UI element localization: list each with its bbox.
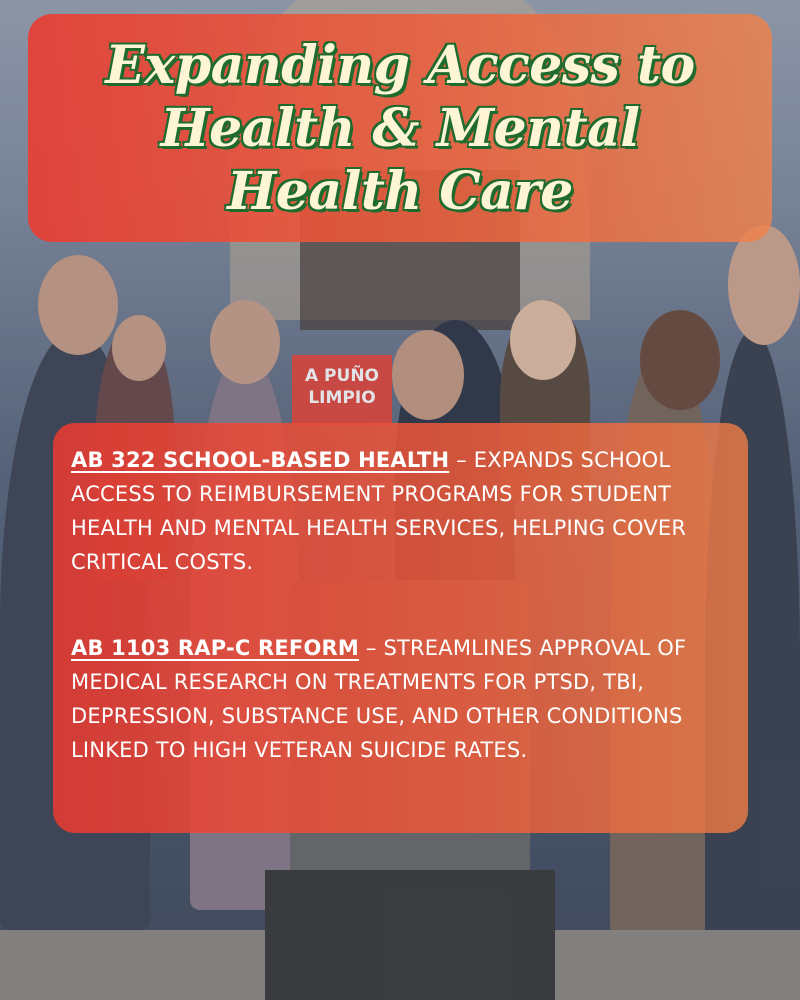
bill-title: AB 322 SCHOOL-BASED HEALTH (71, 448, 450, 472)
bill-description: EXPANDS SCHOOL ACCESS TO REIMBURSEMENT PROGRAMS FOR STUDENT HEALTH AND MENTAL HEALTH SERVICES, HELPING COVER CRITICAL COSTS. (71, 448, 687, 574)
bill-list-panel (53, 423, 748, 833)
page-title (105, 34, 695, 223)
bill-separator: – (359, 636, 384, 660)
title-line-3: Health Care (227, 160, 573, 222)
bill-item-ab322 (71, 443, 730, 579)
title-panel (28, 14, 772, 242)
title-line-2: Health & Mental (160, 97, 640, 159)
bill-title: AB 1103 RAP-C REFORM (71, 636, 359, 660)
sign-text-line2: LIMPIO (308, 388, 376, 408)
bill-item-ab1103 (71, 631, 730, 767)
sign-text-line1: A PUÑO (304, 366, 380, 386)
bill-description: STREAMLINES APPROVAL OF MEDICAL RESEARCH ON TREATMENTS FOR PTSD, TBI, DEPRESSION, SUBSTANCE USE, AND OTHER CONDITIONS LINKED TO HIGH VETERAN SUICIDE RATES. (71, 636, 687, 762)
bill-separator: – (449, 448, 474, 472)
title-line-1: Expanding Access to (105, 34, 695, 96)
